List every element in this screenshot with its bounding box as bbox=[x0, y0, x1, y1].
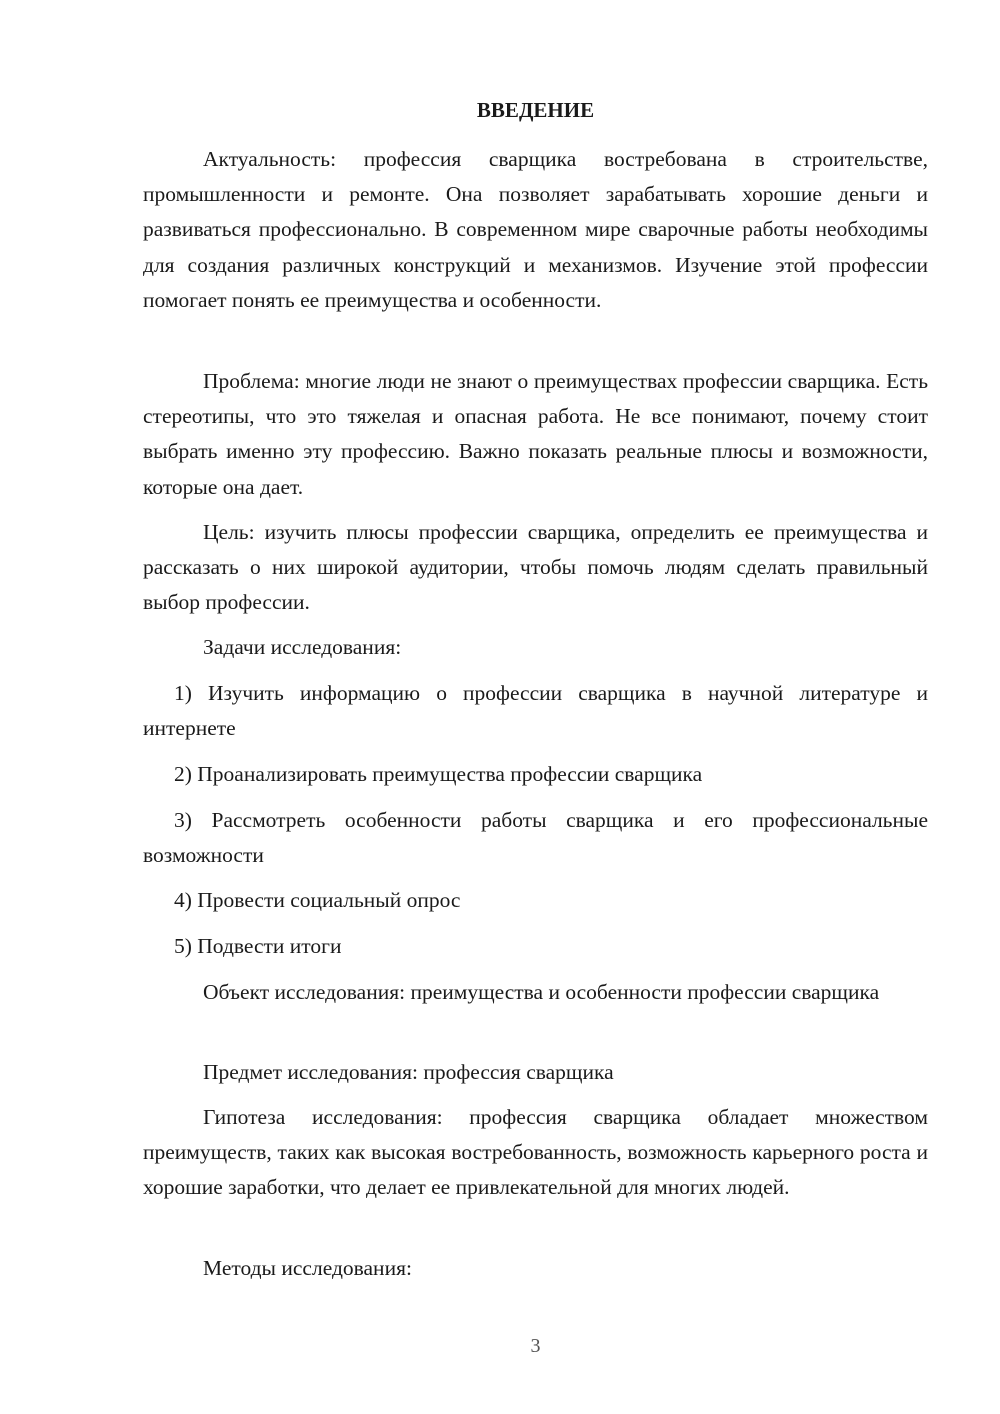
task-item-5: 5) Подвести итоги bbox=[174, 934, 342, 958]
goal-paragraph: Цель: изучить плюсы профессии сварщика, определить ее преимущества и рассказать о них широкой аудитории, чтобы помочь людям сделать правильный выбор профессии. bbox=[143, 520, 928, 615]
hypothesis-paragraph: Гипотеза исследования: профессия сварщика обладает множеством преимуществ, таких как высокая востребованность, возможность карьерного роста и хорошие заработки, что делает ее привлекательной для многих людей. bbox=[143, 1105, 928, 1200]
document-page bbox=[143, 0, 928, 1414]
methods-title: Методы исследования: bbox=[203, 1256, 412, 1280]
task-item-2: 2) Проанализировать преимущества профессии сварщика bbox=[174, 762, 703, 786]
task-item-4: 4) Провести социальный опрос bbox=[174, 888, 461, 912]
tasks-title: Задачи исследования: bbox=[203, 635, 402, 659]
page-number: 3 bbox=[530, 1335, 541, 1357]
relevance-paragraph: Актуальность: профессия сварщика востребована в строительстве, промышленности и ремонте. Она позволяет зарабатывать хорошие деньги и развиваться профессионально. В современном мире сварочные работы необходимы для создания различных конструкций и механизмов. Изучение этой профессии помогает понять ее преимущества и особенности. bbox=[143, 147, 928, 312]
task-item-1: 1) Изучить информацию о профессии сварщика в научной литературе и интернете bbox=[143, 681, 928, 741]
task-item-3: 3) Рассмотреть особенности работы сварщика и его профессиональные возможности bbox=[143, 808, 928, 868]
object-paragraph: Объект исследования: преимущества и особенности профессии сварщика bbox=[203, 980, 880, 1004]
subject-paragraph: Предмет исследования: профессия сварщика bbox=[203, 1060, 614, 1084]
section-heading: ВВЕДЕНИЕ bbox=[476, 98, 595, 122]
problem-paragraph: Проблема: многие люди не знают о преимуществах профессии сварщика. Есть стереотипы, что это тяжелая и опасная работа. Не все понимают, почему стоит выбрать именно эту профессию. Важно показать реальные плюсы и возможности, которые она дает. bbox=[143, 369, 928, 499]
